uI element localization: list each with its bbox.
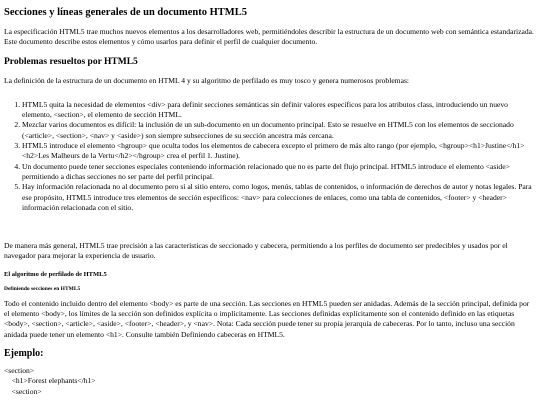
problems-intro: La definición de la estructura de un documento en HTML 4 y su algoritmo de perfilado es muy tosco y genera numerosos problemas:: [4, 75, 410, 85]
problems-heading: Problemas resueltos por HTML5: [4, 56, 138, 67]
example-heading: Ejemplo:: [4, 347, 44, 359]
problem-item: 5. Hay información relacionada no al documento pero sí al sitio entero, como logos, menús, tablas de contenidos, o información de derechos de autor y notas legales. Para ese propósito, HTML5 introduce tres elementos de sección específicos: <nav> para colecciones de enlaces, como una tabla de contenidos, <footer> y <header> información relacionada con el sitio.: [22, 182, 536, 213]
code-line: <section>: [4, 365, 35, 375]
code-line: <section>: [4, 386, 42, 396]
defining-sections-paragraph: Todo el contenido incluido dentro del elemento <body> es parte de una sección. Las secciones en HTML5 pueden ser anidadas. Además de la sección principal, definida por el elemento <body>, los límites de la sección son definidos explícita o implícitamente. Las secciones definidas explícitamente son el contenido definido en las etiquetas <body>, <section>, <article>, <aside>, <footer>, <header>, y <nav>. Nota: Cada sección puede tener su propia jerarquía de cabeceras. Por lo tanto, incluso una sección anidada puede tener un elemento <h1>. Consulte también Definiendo cabeceras en HTML5.: [4, 298, 530, 339]
code-line: <h1>Forest elephants</h1>: [4, 376, 96, 386]
problem-item: 3. HTML5 introduce el elemento <hgroup> que oculta todos los elementos de cabecera excepto el primero de más alto rango (por ejemplo, <hgroup><h1>Justine</h1><h2>Les Malheurs de la Vertu</h2></hgroup> crea el perfil 1. Justine).: [22, 141, 536, 162]
problems-list: [4, 100, 536, 213]
problem-item: 2. Mezclar varios documentos es difícil: la inclusión de un sub-documento en un documento principal. Esto se resuelve en HTML5 con los elementos de seccionado (<article>, <section>, <nav> y <aside>) son siempre subsecciones de su sección ancestra más cercana.: [22, 120, 536, 141]
intro-paragraph: La especificación HTML5 trae muchos nuevos elementos a los desarrolladores web, permitiéndoles describir la estructura de un documento web con semántica estandarizada. Este documento describe estos elementos y cómo usarlos para definir el perfil de cualquier documento.: [4, 27, 534, 47]
algorithm-heading: El algoritmo de perfilado de HTML5: [4, 270, 107, 278]
defining-sections-heading: Definiendo secciones en HTML5: [4, 285, 81, 292]
problem-item: 4. Un documento puede tener secciones especiales conteniendo información relacionado que no es parte del flujo principal. HTML5 introduce el elemento <aside> permitiendo a dichas secciones no ser parte del perfil principal.: [22, 162, 536, 183]
page-title: Secciones y líneas generales de un documento HTML5: [4, 7, 247, 18]
summary-paragraph: De manera más general, HTML5 trae precisión a las características de seccionado y cabecera, permitiendo a los perfiles de documento ser predecibles y usados por el navegador para mejorar la experiencia de usuario.: [4, 241, 508, 261]
problem-item: 1. HTML5 quita la necesidad de elementos <div> para definir secciones semánticas sin definir valores específicos para los atributos class, introduciendo un nuevo elemento, <section>, el elemento de sección HTML.: [22, 100, 536, 121]
